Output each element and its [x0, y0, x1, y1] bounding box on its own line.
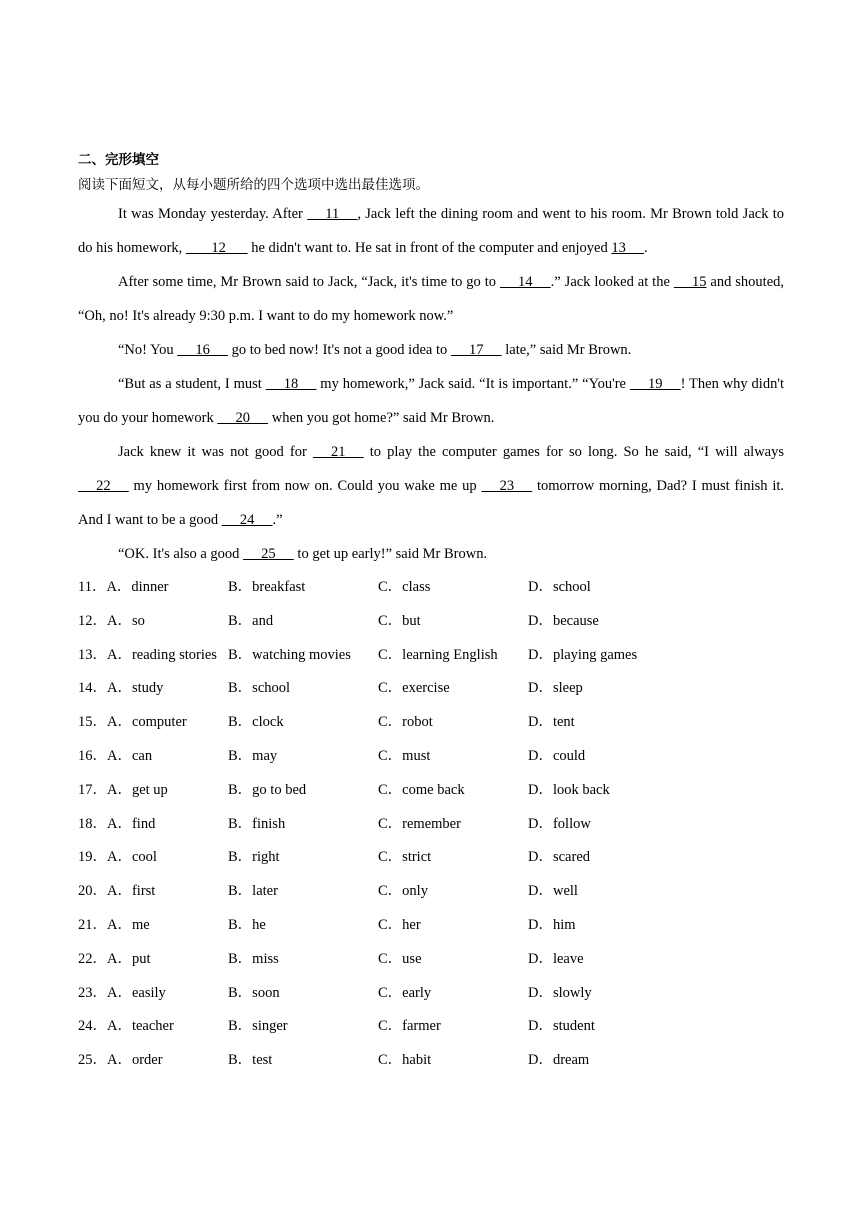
- option-c[interactable]: C．come back: [378, 781, 465, 798]
- passage-text: It was Monday yesterday. After: [118, 206, 308, 222]
- passage-text: my homework,” Jack said. “It is important.” “You're: [316, 376, 630, 392]
- option-a[interactable]: 19．A．cool: [78, 849, 157, 866]
- passage-text: “No! You: [118, 342, 178, 358]
- option-a[interactable]: 20．A．first: [78, 883, 156, 900]
- blank-13: 13: [611, 240, 644, 256]
- passage-text: ! Then why didn't you do your homework: [78, 376, 784, 426]
- option-a[interactable]: 11．A．dinner: [78, 579, 169, 595]
- passage-paragraph: [78, 265, 784, 333]
- option-b[interactable]: B．may: [228, 747, 278, 764]
- option-a[interactable]: 15．A．computer: [78, 714, 187, 731]
- section-title: 二、完形填空: [78, 152, 159, 168]
- question-options: [78, 571, 784, 1078]
- option-a[interactable]: 14．A．study: [78, 680, 164, 697]
- question-row-12: [78, 605, 784, 639]
- option-b[interactable]: B．test: [228, 1052, 273, 1069]
- option-c[interactable]: C．use: [378, 950, 422, 967]
- option-d[interactable]: D．leave: [528, 950, 584, 967]
- option-d[interactable]: D．well: [528, 883, 578, 900]
- passage-paragraph: [78, 367, 784, 435]
- option-c[interactable]: C．learning English: [378, 646, 498, 663]
- blank-16: 16: [177, 342, 228, 358]
- question-row-16: [78, 740, 784, 774]
- option-d[interactable]: D．could: [528, 747, 586, 764]
- passage-paragraph: [78, 333, 784, 367]
- option-a[interactable]: 12．A．so: [78, 612, 145, 629]
- blank-15: 15: [673, 274, 707, 290]
- question-row-14: [78, 672, 784, 706]
- option-c[interactable]: C．but: [378, 612, 421, 629]
- passage-text: when you got home?” said Mr Brown.: [268, 410, 495, 426]
- option-a[interactable]: 16．A．can: [78, 747, 153, 764]
- question-row-23: [78, 977, 784, 1011]
- passage-text: “But as a student, I must: [118, 376, 266, 392]
- option-c[interactable]: C．her: [378, 916, 421, 933]
- passage-text: late,” said Mr Brown.: [501, 342, 632, 358]
- option-d[interactable]: D．dream: [528, 1052, 590, 1069]
- option-d[interactable]: D．sleep: [528, 680, 583, 697]
- question-row-20: [78, 875, 784, 909]
- blank-21: 21: [312, 444, 364, 460]
- question-row-22: [78, 943, 784, 977]
- option-a[interactable]: 21．A．me: [78, 916, 150, 933]
- passage-text: .: [644, 240, 648, 256]
- option-d[interactable]: D．school: [528, 579, 591, 595]
- blank-24: 24: [221, 512, 273, 528]
- blank-22: 22: [78, 478, 129, 494]
- passage-paragraph: [78, 197, 784, 265]
- option-d[interactable]: D．scared: [528, 849, 591, 866]
- passage-text: .” Jack looked at the: [550, 274, 674, 290]
- option-d[interactable]: D．tent: [528, 714, 575, 731]
- blank-23: 23: [481, 478, 533, 494]
- passage-text: .”: [272, 512, 283, 528]
- option-a[interactable]: 24．A．teacher: [78, 1018, 174, 1035]
- option-a[interactable]: 18．A．find: [78, 815, 156, 832]
- passage-text: , Jack left the dining room and went to his room. Mr Brown told Jack to do his homework,: [78, 206, 784, 256]
- passage-text: “OK. It's also a good: [118, 546, 244, 562]
- option-d[interactable]: D．because: [528, 612, 599, 629]
- cloze-passage: [78, 197, 784, 571]
- option-b[interactable]: B．soon: [228, 984, 280, 1001]
- blank-14: 14: [499, 274, 551, 290]
- option-c[interactable]: C．only: [378, 883, 428, 900]
- option-b[interactable]: B．finish: [228, 815, 286, 832]
- option-b[interactable]: B．miss: [228, 950, 279, 967]
- passage-text: tomorrow morning, Dad? I must finish it. And I want to be a good: [78, 478, 784, 528]
- option-c[interactable]: C．robot: [378, 714, 433, 731]
- option-d[interactable]: D．him: [528, 916, 576, 933]
- question-row-13: [78, 639, 784, 673]
- blank-11: 11: [307, 206, 358, 222]
- blank-20: 20: [217, 410, 269, 426]
- option-d[interactable]: D．slowly: [528, 984, 592, 1001]
- blank-19: 19: [629, 376, 681, 392]
- question-row-15: [78, 706, 784, 740]
- option-b[interactable]: B．watching movies: [228, 646, 351, 663]
- option-b[interactable]: B．he: [228, 916, 266, 933]
- option-a[interactable]: 23．A．easily: [78, 984, 166, 1001]
- passage-text: After some time, Mr Brown said to Jack, “Jack, it's time to go to: [118, 274, 500, 290]
- option-b[interactable]: B．school: [228, 680, 291, 697]
- option-b[interactable]: B．singer: [228, 1018, 288, 1035]
- question-row-11: [78, 571, 784, 605]
- option-d[interactable]: D．follow: [528, 815, 591, 832]
- document-page: [78, 150, 784, 1078]
- option-a[interactable]: 13．A．reading stories: [78, 646, 217, 663]
- section-instruction: 阅读下面短文，从每小题所给的四个选项中选出最佳选项。: [78, 177, 429, 193]
- passage-paragraph: [78, 537, 784, 571]
- passage-text: go to bed now! It's not a good idea to: [227, 342, 451, 358]
- option-c[interactable]: C．must: [378, 747, 431, 764]
- passage-text: he didn't want to. He sat in front of the computer and enjoyed: [247, 240, 612, 256]
- option-b[interactable]: B．go to bed: [228, 781, 307, 798]
- option-b[interactable]: B．breakfast: [228, 579, 306, 595]
- option-a[interactable]: 25．A．order: [78, 1052, 163, 1069]
- option-a[interactable]: 22．A．put: [78, 950, 151, 967]
- option-b[interactable]: B．later: [228, 883, 278, 900]
- blank-18: 18: [265, 376, 317, 392]
- option-c[interactable]: C．strict: [378, 849, 432, 866]
- option-c[interactable]: C．farmer: [378, 1018, 441, 1035]
- passage-text: and shouted, “Oh, no! It's already 9:30 p.m. I want to do my homework now.”: [78, 274, 785, 324]
- blank-25: 25: [243, 546, 294, 562]
- passage-text: my homework first from now on. Could you wake me up: [128, 478, 482, 494]
- option-c[interactable]: C．class: [378, 579, 431, 595]
- question-row-25: [78, 1044, 784, 1078]
- option-b[interactable]: B．clock: [228, 714, 284, 731]
- option-b[interactable]: B．right: [228, 849, 280, 866]
- question-row-19: [78, 841, 784, 875]
- option-c[interactable]: C．habit: [378, 1052, 432, 1069]
- passage-text: to play the computer games for so long. So he said, “I will always: [363, 444, 785, 460]
- passage-paragraph: [78, 435, 784, 537]
- option-a[interactable]: 17．A．get up: [78, 781, 168, 798]
- passage-text: Jack knew it was not good for: [118, 444, 313, 460]
- question-row-18: [78, 808, 784, 842]
- option-b[interactable]: B．and: [228, 612, 274, 629]
- blank-17: 17: [450, 342, 502, 358]
- question-row-17: [78, 774, 784, 808]
- option-d[interactable]: D．playing games: [528, 646, 638, 663]
- question-row-21: [78, 909, 784, 943]
- option-c[interactable]: C．exercise: [378, 680, 450, 697]
- option-d[interactable]: D．look back: [528, 781, 610, 798]
- question-row-24: [78, 1010, 784, 1044]
- option-c[interactable]: C．early: [378, 984, 432, 1001]
- blank-12: 12: [185, 240, 248, 256]
- option-c[interactable]: C．remember: [378, 815, 461, 832]
- passage-text: to get up early!” said Mr Brown.: [293, 546, 488, 562]
- option-d[interactable]: D．student: [528, 1018, 595, 1035]
